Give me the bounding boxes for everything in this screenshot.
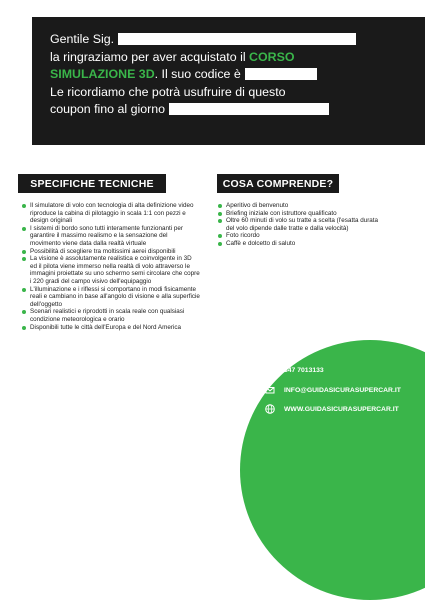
expiry-text: coupon fino al giorno bbox=[50, 102, 166, 117]
globe-icon bbox=[265, 404, 275, 414]
code-text: . Il suo codice è bbox=[154, 67, 241, 82]
phone-number[interactable]: 347 7013133 bbox=[284, 366, 324, 374]
website-link[interactable]: WWW.GUIDASICURASUPERCAR.IT bbox=[284, 405, 399, 413]
code-blank-field bbox=[245, 68, 317, 80]
list-item: Scenari realistici e riprodotti in scala reale con qualsiasi condizione meteorologica e orario bbox=[20, 308, 200, 323]
email-link[interactable]: INFO@GUIDASICURASUPERCAR.IT bbox=[284, 386, 401, 394]
date-blank-field bbox=[169, 103, 329, 115]
email-icon bbox=[265, 385, 275, 395]
list-item: Il simulatore di volo con tecnologia di alta definizione video riproduce la cabina di pilotaggio in scala 1:1 con pezzi e design originali bbox=[20, 202, 200, 225]
reminder-text: Le ricordiamo che potrà usufruire di questo bbox=[50, 84, 286, 99]
list-item: Briefing iniziale con istruttore qualificato bbox=[216, 210, 386, 218]
list-item: Disponibili tutte le città dell'Europa e del Nord America bbox=[20, 324, 200, 332]
website-row bbox=[265, 404, 399, 414]
list-item: Foto ricordo bbox=[216, 232, 386, 240]
email-row bbox=[265, 385, 401, 395]
specs-heading: SPECIFICHE TECNICHE bbox=[18, 174, 166, 193]
course-name-highlight: CORSO bbox=[249, 49, 295, 64]
greeting-text: Gentile Sig. bbox=[50, 32, 115, 46]
list-item: Possibilità di scegliere tra moltissimi aerei disponibili bbox=[20, 248, 200, 256]
phone-row bbox=[265, 365, 324, 375]
course-name-highlight-2: SIMULAZIONE 3D bbox=[50, 67, 155, 82]
includes-heading: COSA COMPRENDE? bbox=[217, 174, 339, 193]
list-item: I sistemi di bordo sono tutti interamente funzionanti per garantire il massimo realismo e la sensazione del movimento viene data dalla realtà virtuale bbox=[20, 225, 200, 248]
thanks-text: la ringraziamo per aver acquistato il bbox=[50, 49, 246, 64]
includes-list bbox=[216, 202, 386, 248]
specs-list bbox=[20, 202, 200, 331]
name-blank-field bbox=[118, 33, 356, 45]
contact-circle bbox=[240, 340, 425, 600]
list-item: Aperitivo di benvenuto bbox=[216, 202, 386, 210]
phone-icon bbox=[265, 365, 275, 375]
list-item: Oltre 60 minuti di volo su tratte a scelta (l'esatta durata del volo dipende dalle tratte e dalla velocità) bbox=[216, 217, 386, 232]
coupon-message bbox=[50, 31, 410, 119]
list-item: Caffè e dolcetto di saluto bbox=[216, 240, 386, 248]
list-item: La visione è assolutamente realistica e coinvolgente in 3D ed il pilota viene immerso nella realtà di volo attraverso le immagini proiettate su uno schermo semi circolare che copre i 220 gradi del campo visivo dell'equipaggio bbox=[20, 255, 200, 285]
list-item: L'illuminazione e i riflessi si comportano in modi fisicamente reali e cambiano in base all'angolo di visione e alla superficie dell'oggetto bbox=[20, 286, 200, 309]
